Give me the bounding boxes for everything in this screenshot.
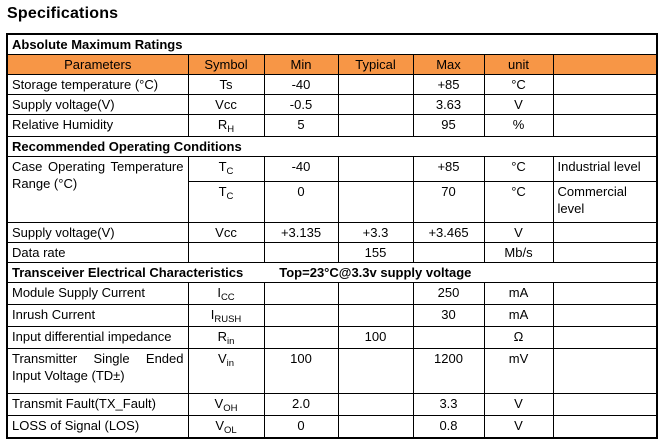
- symbol-cell: [188, 115, 264, 137]
- unit-cell: Mb/s: [484, 243, 553, 263]
- table-row: [7, 95, 657, 115]
- max-cell: 0.8: [413, 416, 484, 439]
- symbol-subscript: in: [226, 358, 235, 369]
- symbol-text: I: [217, 285, 221, 300]
- note-cell: [553, 283, 657, 305]
- table-row: [7, 327, 657, 349]
- table-row: [7, 394, 657, 416]
- max-cell: 250: [413, 283, 484, 305]
- max-cell: 30: [413, 305, 484, 327]
- typical-cell: [338, 305, 413, 327]
- symbol-cell: [188, 75, 264, 95]
- symbol-text: Vcc: [215, 225, 237, 240]
- min-cell: 100: [264, 349, 338, 394]
- typical-cell: +3.3: [338, 223, 413, 243]
- column-header-Parameters: Parameters: [7, 55, 188, 75]
- min-cell: [264, 243, 338, 263]
- min-cell: 0: [264, 416, 338, 439]
- symbol-subscript: H: [227, 124, 235, 135]
- typical-cell: [338, 394, 413, 416]
- param-cell: Storage temperature (°C): [7, 75, 188, 95]
- param-cell: Relative Humidity: [7, 115, 188, 137]
- unit-cell: Ω: [484, 327, 553, 349]
- column-header-blank: [553, 55, 657, 75]
- max-cell: +85: [413, 75, 484, 95]
- param-cell: Case Operating Temperature Range (°C): [7, 157, 188, 223]
- section-header-cell: [7, 137, 657, 157]
- unit-cell: %: [484, 115, 553, 137]
- table-row: [7, 223, 657, 243]
- min-cell: 0: [264, 182, 338, 223]
- param-cell: Supply voltage(V): [7, 95, 188, 115]
- typical-cell: [338, 349, 413, 394]
- typical-cell: [338, 75, 413, 95]
- typical-cell: [338, 157, 413, 182]
- symbol-text: R: [217, 117, 228, 132]
- section-row: [7, 34, 657, 55]
- symbol-subscript: C: [226, 166, 234, 177]
- min-cell: 5: [264, 115, 338, 137]
- unit-cell: mA: [484, 305, 553, 327]
- symbol-text: V: [215, 418, 224, 433]
- table-row: [7, 416, 657, 439]
- section-header-cell: [7, 34, 657, 55]
- symbol-cell: [188, 182, 264, 223]
- section-title: Absolute Maximum Ratings: [12, 37, 183, 52]
- column-header-row: [7, 55, 657, 75]
- table-row: [7, 115, 657, 137]
- note-cell: [553, 349, 657, 394]
- column-header-Max: Max: [413, 55, 484, 75]
- param-cell: Transmit Fault(TX_Fault): [7, 394, 188, 416]
- unit-cell: °C: [484, 157, 553, 182]
- unit-cell: V: [484, 394, 553, 416]
- unit-cell: °C: [484, 182, 553, 223]
- table-row: [7, 157, 657, 182]
- min-cell: [264, 327, 338, 349]
- page-title: Specifications: [7, 5, 119, 22]
- note-cell: [553, 305, 657, 327]
- symbol-text: R: [217, 329, 227, 344]
- symbol-text: I: [210, 307, 215, 322]
- typical-cell: [338, 416, 413, 439]
- max-cell: [413, 327, 484, 349]
- param-cell: Module Supply Current: [7, 283, 188, 305]
- section-row: [7, 137, 657, 157]
- max-cell: +3.465: [413, 223, 484, 243]
- min-cell: -40: [264, 75, 338, 95]
- symbol-text: T: [218, 159, 227, 174]
- max-cell: 3.3: [413, 394, 484, 416]
- table-row: [7, 349, 657, 394]
- column-header-Typical: Typical: [338, 55, 413, 75]
- unit-cell: V: [484, 223, 553, 243]
- symbol-cell: [188, 283, 264, 305]
- typical-cell: [338, 283, 413, 305]
- min-cell: +3.135: [264, 223, 338, 243]
- unit-cell: V: [484, 416, 553, 439]
- symbol-text: V: [214, 396, 224, 411]
- section-row: [7, 263, 657, 283]
- typical-cell: 100: [338, 327, 413, 349]
- note-cell: Industrial level: [553, 157, 657, 182]
- note-cell: [553, 394, 657, 416]
- symbol-cell: [188, 305, 264, 327]
- note-cell: [553, 95, 657, 115]
- column-header-unit: unit: [484, 55, 553, 75]
- typical-cell: [338, 115, 413, 137]
- symbol-text: Ts: [219, 77, 233, 92]
- symbol-cell: [188, 223, 264, 243]
- section-subtitle: Top=23°C@3.3v supply voltage: [279, 265, 472, 280]
- symbol-cell: [188, 327, 264, 349]
- note-cell: [553, 243, 657, 263]
- note-cell: [553, 416, 657, 439]
- section-header-cell: [7, 263, 657, 283]
- symbol-cell: [188, 349, 264, 394]
- symbol-text: T: [218, 184, 227, 199]
- param-cell: Data rate: [7, 243, 188, 263]
- max-cell: 95: [413, 115, 484, 137]
- min-cell: 2.0: [264, 394, 338, 416]
- symbol-subscript: OH: [223, 403, 238, 414]
- max-cell: 1200: [413, 349, 484, 394]
- column-header-Symbol: Symbol: [188, 55, 264, 75]
- symbol-subscript: RUSH: [214, 314, 242, 325]
- typical-cell: [338, 182, 413, 223]
- table-row: [7, 75, 657, 95]
- param-cell: Transmitter Single Ended Input Voltage (TD±): [7, 349, 188, 394]
- symbol-cell: [188, 95, 264, 115]
- symbol-cell: [188, 394, 264, 416]
- symbol-cell: [188, 416, 264, 439]
- column-header-Min: Min: [264, 55, 338, 75]
- param-cell: Input differential impedance: [7, 327, 188, 349]
- min-cell: -40: [264, 157, 338, 182]
- max-cell: [413, 243, 484, 263]
- unit-cell: V: [484, 95, 553, 115]
- param-cell: Supply voltage(V): [7, 223, 188, 243]
- unit-cell: °C: [484, 75, 553, 95]
- section-title: Recommended Operating Conditions: [12, 139, 242, 154]
- param-cell: LOSS of Signal (LOS): [7, 416, 188, 439]
- symbol-cell: [188, 243, 264, 263]
- symbol-text: Vcc: [215, 97, 237, 112]
- symbol-subscript: OL: [223, 425, 237, 436]
- table-row: [7, 283, 657, 305]
- min-cell: [264, 283, 338, 305]
- min-cell: -0.5: [264, 95, 338, 115]
- typical-cell: 155: [338, 243, 413, 263]
- symbol-subscript: in: [226, 336, 235, 347]
- specifications-table: [6, 33, 658, 439]
- max-cell: 70: [413, 182, 484, 223]
- note-cell: [553, 327, 657, 349]
- symbol-cell: [188, 157, 264, 182]
- table-row: [7, 305, 657, 327]
- section-title: Transceiver Electrical Characteristics: [12, 265, 244, 280]
- symbol-subscript: CC: [220, 292, 235, 303]
- unit-cell: mA: [484, 283, 553, 305]
- min-cell: [264, 305, 338, 327]
- note-cell: [553, 75, 657, 95]
- param-cell: Inrush Current: [7, 305, 188, 327]
- note-cell: Commercial level: [553, 182, 657, 223]
- table-row: [7, 243, 657, 263]
- unit-cell: mV: [484, 349, 553, 394]
- symbol-subscript: C: [226, 191, 234, 202]
- note-cell: [553, 115, 657, 137]
- symbol-text: V: [217, 351, 227, 366]
- note-cell: [553, 223, 657, 243]
- typical-cell: [338, 95, 413, 115]
- max-cell: 3.63: [413, 95, 484, 115]
- max-cell: +85: [413, 157, 484, 182]
